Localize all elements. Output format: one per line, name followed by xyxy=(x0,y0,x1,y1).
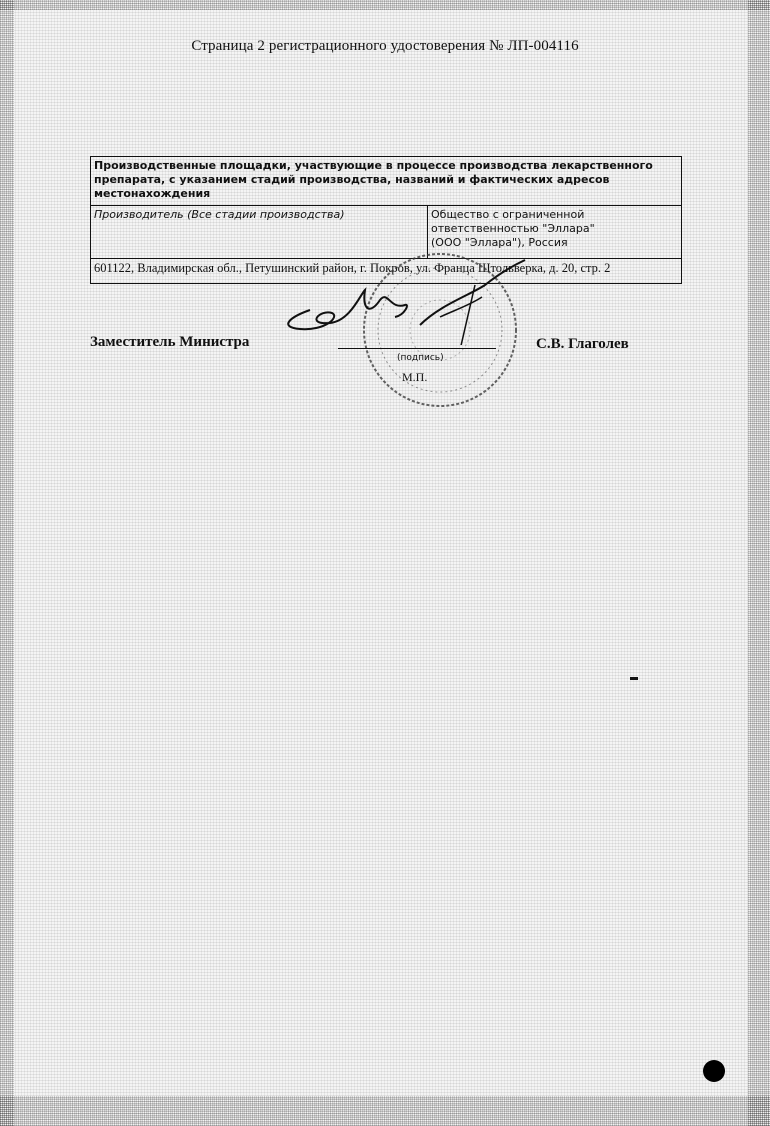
company-line: (ООО "Эллара"), Россия xyxy=(431,236,568,249)
company-line: Общество с ограниченной xyxy=(431,208,585,221)
scan-edge-left xyxy=(0,0,14,1126)
address-cell: 601122, Владимирская обл., Петушинский район, г. Покров, ул. Франца Штольверка, д. 20, стр. 2 xyxy=(91,259,682,284)
signature-block xyxy=(90,330,690,370)
table-header-cell: Производственные площадки, участвующие в процессе производства лекарственного препарата, с указанием стадий производства, названий и фактических адресов местонахождения xyxy=(91,157,682,206)
scan-edge-bottom xyxy=(0,1096,770,1126)
scan-artifact-mark xyxy=(630,677,638,680)
page-header: Страница 2 регистрационного удостоверения № ЛП-004116 xyxy=(191,38,579,54)
scan-edge-top xyxy=(0,0,770,10)
manufacturer-role-cell: Производитель (Все стадии производства) xyxy=(91,206,428,259)
signer-name: С.В. Глаголев xyxy=(536,336,629,352)
signer-title: Заместитель Министра xyxy=(90,334,250,350)
scan-edge-right xyxy=(748,0,770,1126)
signature-line xyxy=(338,348,496,349)
company-line: ответственностью "Эллара" xyxy=(431,222,595,235)
binder-hole-icon xyxy=(703,1060,725,1082)
table-header-row xyxy=(91,157,682,206)
stamp-label: М.П. xyxy=(402,370,428,384)
signature-caption: (подпись) xyxy=(397,353,444,363)
